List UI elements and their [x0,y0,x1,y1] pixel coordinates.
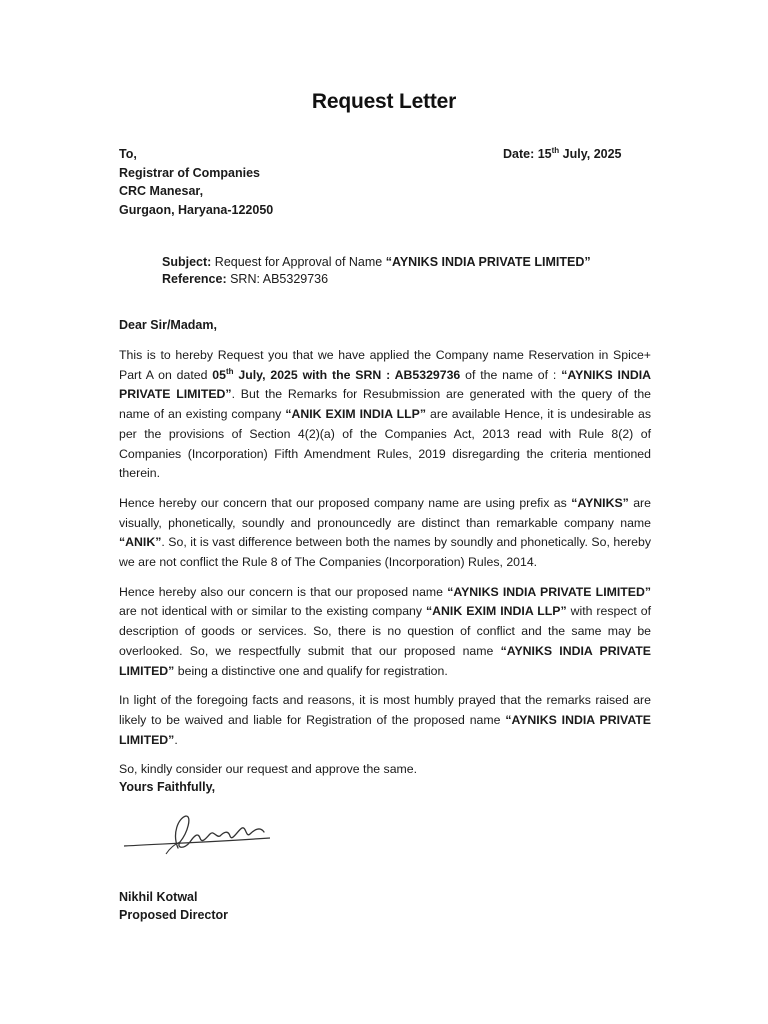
signature-image [120,808,280,868]
reference-line [162,271,591,288]
subject-block [162,254,591,288]
letter-title: Request Letter [311,90,457,113]
letter-body [119,346,651,790]
date-rest: July, 2025 [559,147,622,161]
p1-text-4: are available Hence, it is undesirable as per the provisions of Section 4(2)(a) of the Companies Act, 2013 read with Rule 8(2) of Companies (Incorporation) Fifth Amendment Rules, 2019 disregarding the criteria mentioned therein. [119,407,651,481]
p1-text-2: of the name of : [460,367,562,382]
p3-text-2: are not identical with or similar to the existing company [119,604,427,619]
address-line-1: Registrar of Companies [119,165,261,180]
signer-title: Proposed Director [119,908,229,922]
signer-name: Nikhil Kotwal [119,890,198,904]
subject-company-name: “AYNIKS INDIA PRIVATE LIMITED” [385,255,591,269]
date-label: Date: 15 [503,147,552,161]
date-suffix: th [551,145,560,155]
p1-text-3: . But the Remarks for Resubmission are generated with the query of the name of an existing company [119,387,652,422]
paragraph-1 [119,346,651,484]
letter-date [503,145,622,164]
p3-bold-1: “AYNIKS INDIA PRIVATE LIMITED” [447,584,652,599]
p2-text-2: are visually, phonetically, soundly and pronouncedly are distinct than remarkable company name [119,495,651,530]
p1-bold-2: July, 2025 with the SRN : AB5329736 [233,367,461,382]
paragraph-2 [119,494,651,573]
signer-block [119,888,228,924]
address-line-3: Gurgaon, Haryana-122050 [119,202,274,217]
subject-label: Subject: [162,255,212,269]
p3-text-1: Hence hereby also our concern is that our proposed name [119,584,448,599]
reference-text: SRN: AB5329736 [226,272,329,286]
subject-line [162,254,591,271]
subject-text: Request for Approval of Name [211,255,386,269]
p2-bold-1: “AYNIKS” [571,495,629,510]
p1-bold-4: “ANIK EXIM INDIA LLP” [285,407,427,422]
p3-text-3: with respect of description of goods or services. So, there is no question of conflict and the same may be overlooked. So, we respectfully submit that our proposed name [119,604,651,658]
reference-label: Reference: [162,272,227,286]
closing: Yours Faithfully, [119,780,216,794]
p1-sup: th [225,366,234,376]
p2-text-3: . So, it is vast difference between both the names by soundly and phonetically. So, hereby we are not conflict the Rule 8 of The Companies (Incorporation) Rules, 2014. [119,535,651,570]
paragraph-5: So, kindly consider our request and approve the same. [119,762,418,777]
paragraph-3 [119,583,651,682]
paragraph-4 [119,691,651,750]
p2-text-1: Hence hereby our concern that our proposed company name are using prefix as [119,495,572,510]
recipient-address [119,145,273,219]
p3-text-4: being a distinctive one and qualify for registration. [174,663,448,678]
p4-text-2: . [174,732,178,747]
p4-text-1: In light of the foregoing facts and reasons, it is most humbly prayed that the remarks raised are likely to be waived and liable for Registration of the proposed name [119,693,651,727]
salutation: Dear Sir/Madam, [119,318,217,332]
p3-bold-3: “AYNIKS INDIA PRIVATE LIMITED” [119,643,651,678]
address-line-2: CRC Manesar, [119,184,204,198]
p1-bold-3: “AYNIKS INDIA PRIVATE LIMITED” [119,367,651,402]
p3-bold-2: “ANIK EXIM INDIA LLP” [426,604,567,619]
p1-bold-1: 05 [212,367,226,382]
p1-text-1: This is to hereby Request you that we have applied the Company name Reservation in Spice+ Part A on dated [119,348,651,382]
to-label: To, [119,147,137,161]
p4-bold-1: “AYNIKS INDIA PRIVATE LIMITED” [119,712,651,747]
p2-bold-2: “ANIK” [119,535,162,550]
